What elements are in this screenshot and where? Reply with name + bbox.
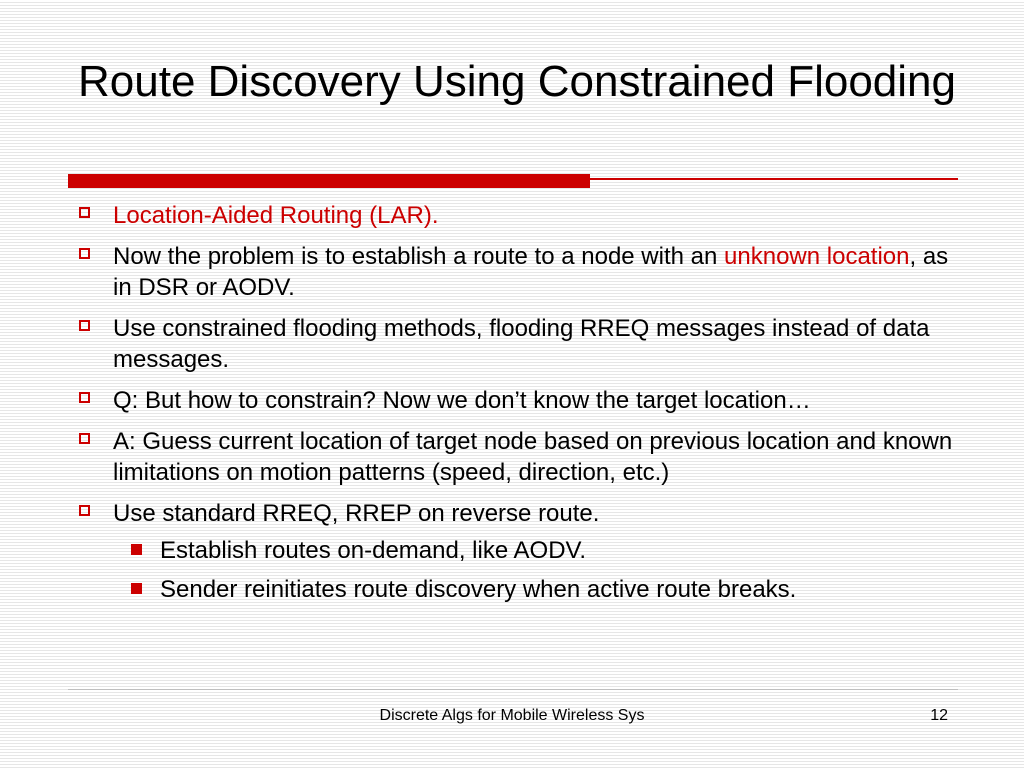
title-underline — [68, 174, 958, 188]
slide-number: 12 — [930, 707, 948, 724]
sub-bullet-text: Sender reinitiates route discovery when active route breaks. — [160, 576, 797, 603]
footer-course-title: Discrete Algs for Mobile Wireless Sys — [379, 707, 645, 724]
bullet-text: A: Guess current location of target node based on previous location and known limitations on motion patterns (speed, direction, etc.) — [113, 428, 953, 486]
hollow-square-bullet-icon — [79, 392, 90, 403]
sub-bullet-item — [113, 574, 958, 605]
bullet-text: Use constrained flooding methods, flooding RREQ messages instead of data messages. — [113, 315, 930, 373]
slide-title: Route Discovery Using Constrained Flooding — [78, 57, 956, 106]
bullet-item-standard-rreq — [78, 498, 958, 605]
bullet-text: Now the problem is to establish a route to a node with an — [113, 243, 718, 270]
title-underline-thick-segment — [68, 174, 590, 188]
bullet-text: Location-Aided Routing (LAR). — [113, 202, 439, 229]
footer-divider — [68, 689, 958, 690]
hollow-square-bullet-icon — [79, 207, 90, 218]
bullet-item-lar — [78, 200, 958, 231]
filled-square-bullet-icon — [131, 583, 142, 594]
bullet-item-constrained-flooding — [78, 313, 958, 375]
hollow-square-bullet-icon — [79, 505, 90, 516]
sub-bullet-list — [113, 535, 958, 605]
hollow-square-bullet-icon — [79, 248, 90, 259]
bullet-text-continuation: , as in DSR or AODV. — [113, 243, 949, 301]
bullet-list — [78, 200, 958, 615]
hollow-square-bullet-icon — [79, 320, 90, 331]
hollow-square-bullet-icon — [79, 433, 90, 444]
bullet-text: Use standard RREQ, RREP on reverse route. — [113, 500, 600, 527]
bullet-text: Q: But how to constrain? Now we don’t know the target location… — [113, 387, 811, 414]
bullet-highlight-text: unknown location — [724, 243, 910, 270]
title-underline-thin-segment — [590, 178, 958, 180]
bullet-item-question — [78, 385, 958, 416]
bullet-item-problem — [78, 241, 958, 303]
sub-bullet-item — [113, 535, 958, 566]
filled-square-bullet-icon — [131, 544, 142, 555]
bullet-item-answer — [78, 426, 958, 488]
sub-bullet-text: Establish routes on-demand, like AODV. — [160, 537, 587, 564]
